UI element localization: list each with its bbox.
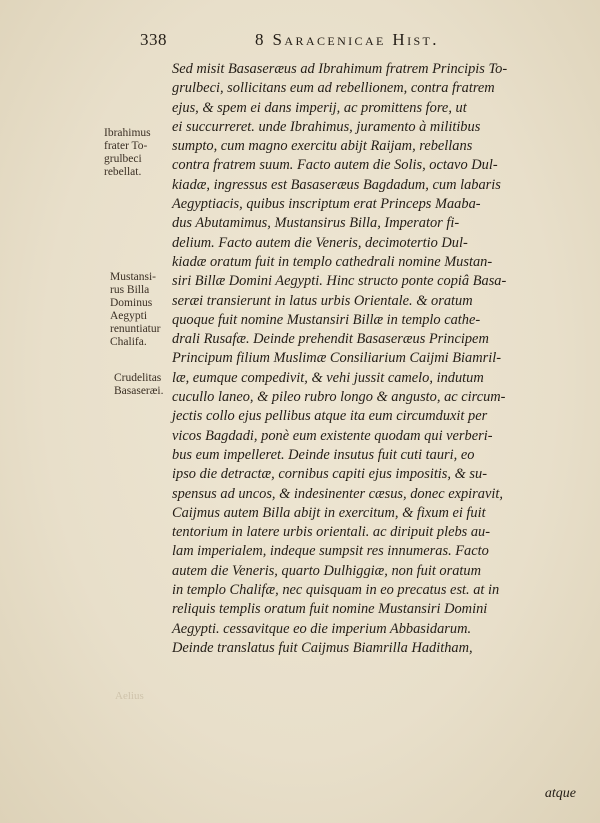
margin-note-line: Mustansi- [110,271,156,283]
text-line: kiadæ, ingressus est Basaseræus Bagdadum, cum labaris [172,176,501,193]
text-line: drali Rusafæ. Deinde prehendit Basaseræus Principem [172,331,489,348]
margin-note-line: Aegypti [110,310,148,322]
text-line: lam imperialem, indeque sumpsit res innumeras. Facto [172,543,489,560]
text-line: quoque fuit nomine Mustansiri Billæ in templo cathe- [172,311,481,328]
running-head: 8 Saracenicae Hist. [255,30,439,49]
text-line: læ, eumque compedivit, & vehi jussit camelo, indutum [172,369,484,386]
text-line: reliquis templis oratum fuit nomine Mustansiri Domini [172,601,488,618]
catchword: atque [544,786,576,801]
text-line: Caijmus autem Billa abijt in exercitum, & fixum ei fuit [172,504,486,521]
margin-note-line: Crudelitas [114,372,162,384]
margin-note-line: frater To- [104,140,148,152]
margin-note-line: Chalifa. [110,336,147,348]
text-line: contra fratrem suum. Facto autem die Solis, octavo Dul- [172,157,498,174]
text-line: tentorium in latere urbis orientali. ac diripuit plebs au- [172,524,491,541]
text-line: vicos Bagdadi, ponè eum existente quodam qui verberi- [172,427,493,444]
text-line: siri Billæ Domini Aegypti. Hinc structo ponte copiâ Basa- [172,273,507,290]
text-line: bus eum impelleret. Deinde insutus fuit cuti tauri, eo [172,446,475,463]
margin-note-line: renuntiatur [110,323,161,335]
text-line: Deinde translatus fuit Caijmus Biamrilla Haditham, [172,639,473,656]
page-header [140,24,520,50]
text-line: delium. Facto autem die Veneris, decimotertio Dul- [172,234,468,251]
text-line: grulbeci, sollicitans eum ad rebellionem, contra fratrem [172,80,495,97]
text-line: Aegyptiacis, quibus inscriptum erat Princeps Maaba- [172,196,481,213]
margin-note-line: Dominus [110,297,153,309]
page-number: 338 [140,30,167,49]
text-line: seræi transierunt in latus urbis Orientale. & oratum [172,292,473,309]
margin-note-line: Basaseræi. [114,385,164,397]
text-line: Principum filium Muslimæ Consiliarium Caijmi Biamril- [172,350,502,367]
text-line: Sed misit Basaseræus ad Ibrahimum fratrem Principis To- [172,61,508,77]
text-line: dus Abutamimus, Mustansirus Billa, Imperator fi- [172,215,460,232]
text-line: in templo Chalifæ, nec quisquam in eo precatus est. at in [172,582,500,599]
text-line: jectis collo ejus pellibus atque ita eum circumduxit per [172,408,488,425]
text-line: spensus ad uncos, & indesinenter cæsus, donec expiravit, [172,485,503,502]
text-line: ejus, & spem ei dans imperij, ac promittens fore, ut [172,99,467,116]
text-line: ipso die detractæ, cornibus capiti ejus impositis, & su- [172,466,487,483]
text-line: Aegypti. cessavitque eo die imperium Abbasidarum. [172,620,472,637]
show-through-text: Aelius [115,690,144,702]
body-text [172,60,582,658]
text-line: autem die Veneris, quarto Dulhiggiæ, non fuit oratum [172,562,481,579]
margin-note-line: rus Billa [110,284,150,296]
margin-note-line: rebellat. [104,166,142,178]
text-line: kiadæ oratum fuit in templo cathedrali nomine Mustan- [172,253,493,270]
margin-note-line: grulbeci [104,153,142,165]
margin-note-line: Ibrahimus [104,127,151,139]
text-line: ei succurreret. unde Ibrahimus, juramento à militibus [172,118,481,135]
text-line: cucullo laneo, & pileo rubro longo & angusto, ac circum- [172,389,506,406]
text-line: sumpto, cum magno exercitu abijt Raijam, rebellans [172,138,473,155]
